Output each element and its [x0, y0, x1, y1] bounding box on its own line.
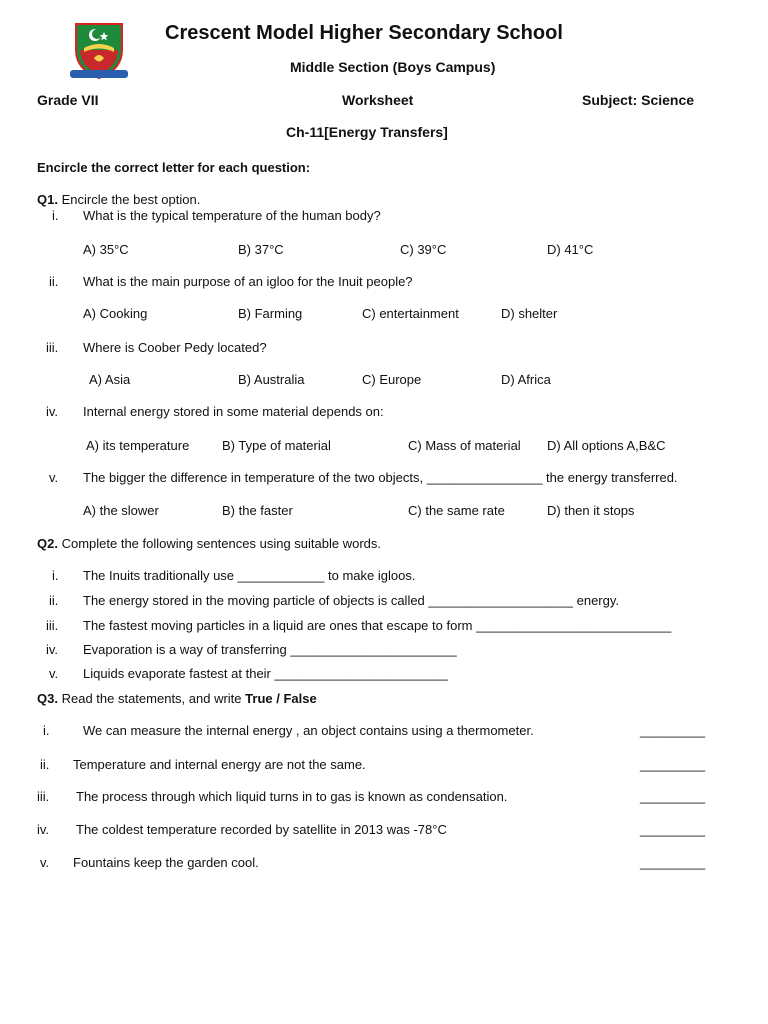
q1-text: Encircle the best option.: [61, 192, 201, 207]
q1-option: A) its temperature: [86, 438, 190, 453]
q3-item-text: Temperature and internal energy are not the same.: [73, 757, 366, 772]
q1-item-question: What is the main purpose of an igloo for the Inuit people?: [83, 274, 413, 289]
q3-label: Q3.: [37, 691, 58, 706]
q3-item-num: v.: [40, 855, 50, 870]
q1-item-num: ii.: [49, 274, 59, 289]
q2-item-num: iv.: [46, 642, 59, 657]
q1-item-question: What is the typical temperature of the human body?: [83, 208, 381, 223]
q2-item-text: The Inuits traditionally use ____________ to make igloos.: [83, 568, 416, 583]
q1-option: A) Cooking: [83, 306, 148, 321]
q1-item-num: iv.: [46, 404, 59, 419]
q3-item-text: The coldest temperature recorded by satellite in 2013 was -78°C: [76, 822, 447, 837]
q1-option: D) shelter: [501, 306, 558, 321]
q3-text: Read the statements, and write: [61, 691, 242, 706]
q1-option: A) the slower: [83, 503, 159, 518]
q1-option: C) 39°C: [400, 242, 447, 257]
q1-option: B) Australia: [238, 372, 305, 387]
q3-heading: [37, 691, 317, 706]
q2-item-text: The energy stored in the moving particle of objects is called ____________________ energy.: [83, 593, 620, 608]
subject-label: Subject: Science: [582, 92, 695, 108]
q2-item-num: i.: [52, 568, 59, 583]
instruction: Encircle the correct letter for each question:: [37, 160, 311, 175]
q3-answer-format: True / False: [245, 691, 317, 706]
q1-option: B) 37°C: [238, 242, 284, 257]
q1-heading: [37, 192, 200, 207]
q3-answer-blank[interactable]: _________: [640, 757, 706, 772]
q1-option: A) 35°C: [83, 242, 129, 257]
q1-option: D) All options A,B&C: [547, 438, 666, 453]
q3-answer-blank[interactable]: _________: [640, 822, 706, 837]
section-title: Middle Section (Boys Campus): [290, 59, 496, 75]
q1-item-question: Internal energy stored in some material depends on:: [83, 404, 384, 419]
q2-item-num: iii.: [46, 618, 59, 633]
q3-answer-blank[interactable]: _________: [640, 723, 706, 738]
q2-label: Q2.: [37, 536, 58, 551]
q1-option: C) Europe: [362, 372, 422, 387]
q2-text: Complete the following sentences using suitable words.: [61, 536, 381, 551]
q1-item-num: v.: [49, 470, 59, 485]
q3-item-text: We can measure the internal energy , an object contains using a thermometer.: [83, 723, 534, 738]
q1-option: C) Mass of material: [408, 438, 521, 453]
q3-item-text: Fountains keep the garden cool.: [73, 855, 259, 870]
doc-type: Worksheet: [342, 92, 414, 108]
chapter-title: Ch-11[Energy Transfers]: [286, 124, 448, 140]
q3-item-num: ii.: [40, 757, 50, 772]
q1-option: D) Africa: [501, 372, 551, 387]
q1-option: D) 41°C: [547, 242, 594, 257]
q1-option: C) entertainment: [362, 306, 459, 321]
q1-option: B) the faster: [222, 503, 293, 518]
q1-option: B) Farming: [238, 306, 303, 321]
q2-heading: [37, 536, 381, 551]
q1-option: D) then it stops: [547, 503, 635, 518]
q2-item-text: Liquids evaporate fastest at their ________________________: [83, 666, 449, 681]
q1-item-question: The bigger the difference in temperature of the two objects, ________________ the energy transferred.: [83, 470, 678, 485]
q1-option: A) Asia: [89, 372, 131, 387]
q3-item-num: i.: [43, 723, 50, 738]
school-name: Crescent Model Higher Secondary School: [165, 22, 563, 44]
q3-item-num: iii.: [37, 789, 50, 804]
q1-item-question: Where is Coober Pedy located?: [83, 340, 267, 355]
grade-label: Grade VII: [37, 92, 99, 108]
q2-item-num: ii.: [49, 593, 59, 608]
q2-item-text: Evaporation is a way of transferring _______________________: [83, 642, 457, 657]
q1-option: C) the same rate: [408, 503, 505, 518]
q1-option: B) Type of material: [222, 438, 331, 453]
q1-item-num: i.: [52, 208, 59, 223]
q3-item-num: iv.: [37, 822, 50, 837]
q3-answer-blank[interactable]: _________: [640, 855, 706, 870]
q3-item-text: The process through which liquid turns in to gas is known as condensation.: [76, 789, 508, 804]
q2-item-num: v.: [49, 666, 59, 681]
q3-answer-blank[interactable]: _________: [640, 789, 706, 804]
q2-item-text: The fastest moving particles in a liquid are ones that escape to form ___________________________: [83, 618, 672, 633]
q1-label: Q1.: [37, 192, 58, 207]
school-logo: [68, 20, 130, 84]
q1-item-num: iii.: [46, 340, 59, 355]
